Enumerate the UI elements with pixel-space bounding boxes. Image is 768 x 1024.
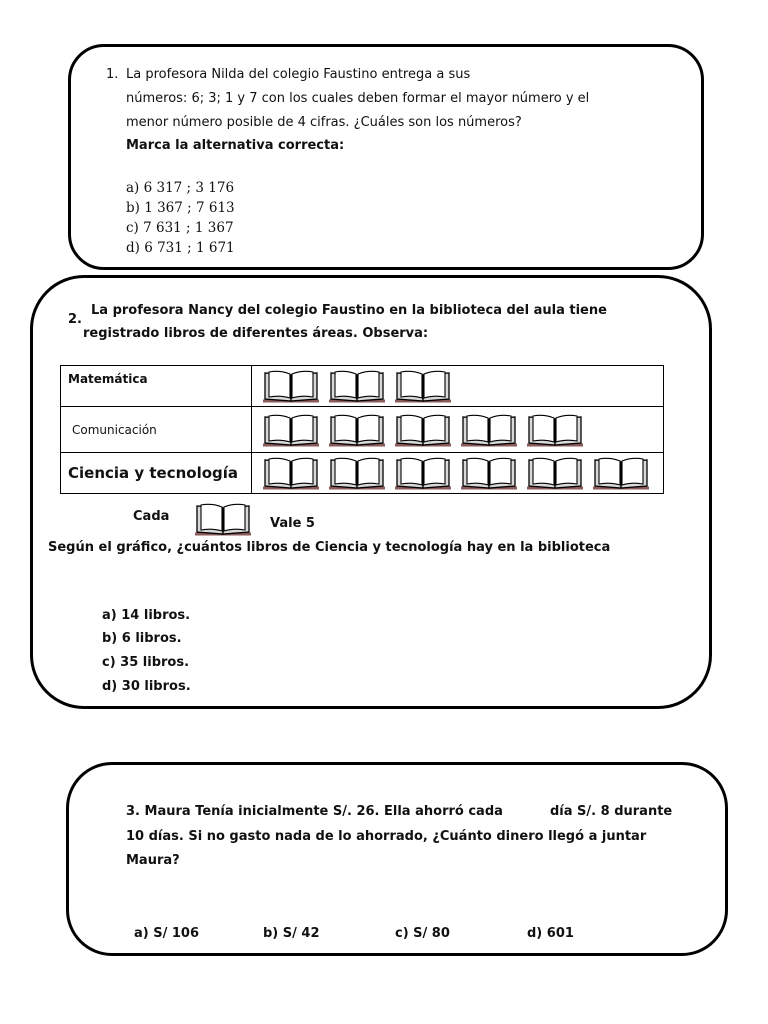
book-icon <box>459 455 519 491</box>
q2-option-c[interactable]: c) 35 libros. <box>102 655 190 670</box>
pictogram-row-ciencia <box>61 453 664 494</box>
q1-text-line-2: números: 6; 3; 1 y 7 con los cuales deben formar el mayor número y el <box>126 91 590 106</box>
q2-option-b[interactable]: b) 6 libros. <box>102 631 182 646</box>
book-icon <box>525 455 585 491</box>
q2-text-line-1: La profesora Nancy del colegio Faustino en la biblioteca del aula tiene <box>91 303 607 318</box>
q3-option-d[interactable]: d) 601 <box>527 926 574 941</box>
book-icons-row <box>252 368 663 404</box>
q3-text-line-1a: 3. Maura Tenía inicialmente S/. 26. Ella ahorró cada <box>126 804 503 819</box>
q2-question: Según el gráfico, ¿cuántos libros de Ciencia y tecnología hay en la biblioteca <box>48 540 611 555</box>
row-label-matematica: Matemática <box>61 366 252 407</box>
q3-option-b[interactable]: b) S/ 42 <box>263 926 320 941</box>
q3-option-a[interactable]: a) S/ 106 <box>134 926 200 941</box>
row-label-ciencia: Ciencia y tecnología <box>61 453 252 494</box>
book-icon <box>393 455 453 491</box>
q1-number: 1. <box>106 67 119 82</box>
q1-text-line-1: La profesora Nilda del colegio Faustino entrega a sus <box>126 67 471 82</box>
book-icon <box>525 412 585 448</box>
q2-option-a[interactable]: a) 14 libros. <box>102 608 191 623</box>
book-icon <box>327 412 387 448</box>
pictogram-row-comunicacion <box>61 407 664 453</box>
q1-option-a[interactable]: a) 6 317 ; 3 176 <box>126 180 235 196</box>
q1-option-d[interactable]: d) 6 731 ; 1 671 <box>126 240 235 256</box>
key-book-icon <box>193 501 253 537</box>
q3-option-c[interactable]: c) S/ 80 <box>395 926 450 941</box>
book-icon <box>591 455 651 491</box>
key-prefix: Cada <box>133 509 170 524</box>
pictogram-table <box>60 365 664 494</box>
pictogram-row-matematica <box>61 366 664 407</box>
book-icon <box>459 412 519 448</box>
q1-option-b[interactable]: b) 1 367 ; 7 613 <box>126 200 235 216</box>
q1-text-line-3: menor número posible de 4 cifras. ¿Cuáles son los números? <box>126 115 522 130</box>
book-icon <box>261 368 321 404</box>
book-icons-row <box>252 455 663 491</box>
book-icon <box>327 368 387 404</box>
book-icon <box>261 455 321 491</box>
q3-text-line-3: Maura? <box>126 853 180 868</box>
book-icon <box>327 455 387 491</box>
book-icon <box>393 412 453 448</box>
q2-text-line-2: registrado libros de diferentes áreas. Observa: <box>83 326 429 341</box>
row-label-comunicacion: Comunicación <box>61 407 252 453</box>
book-icon <box>393 368 453 404</box>
q2-number: 2. <box>68 312 82 327</box>
q3-text-line-1b: día S/. 8 durante <box>550 804 673 819</box>
key-suffix: Vale 5 <box>270 516 315 531</box>
q1-option-c[interactable]: c) 7 631 ; 1 367 <box>126 220 234 236</box>
q2-option-d[interactable]: d) 30 libros. <box>102 679 191 694</box>
q3-text-line-2: 10 días. Si no gasto nada de lo ahorrado, ¿Cuánto dinero llegó a juntar <box>126 829 647 844</box>
q1-instruction: Marca la alternativa correcta: <box>126 138 345 153</box>
book-icon <box>261 412 321 448</box>
book-icons-row <box>252 412 663 448</box>
